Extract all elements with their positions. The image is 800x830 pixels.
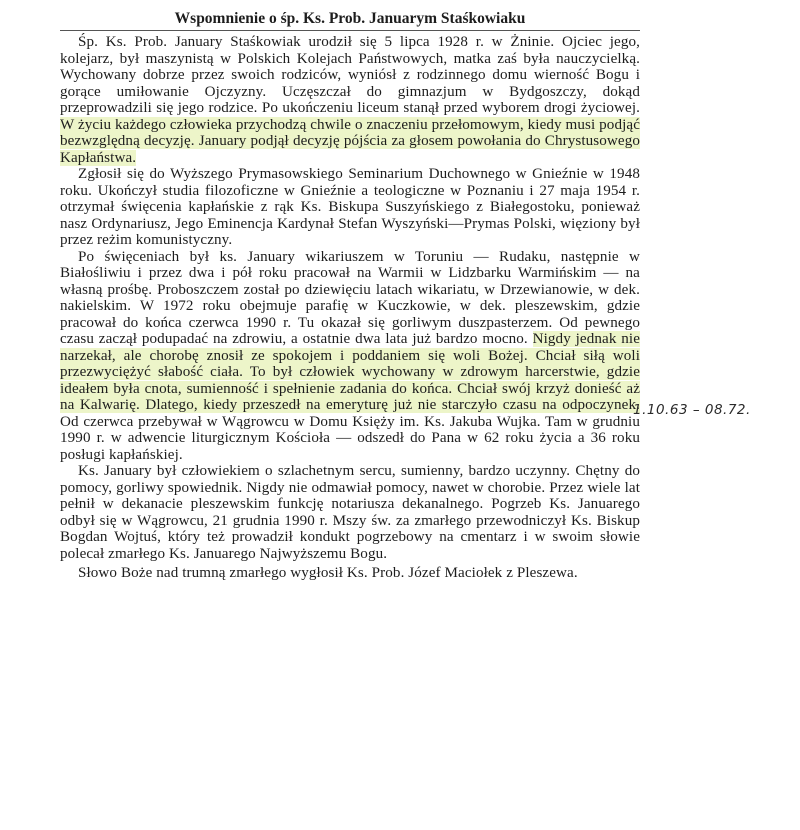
handwritten-margin-note: 1.10.63 – 08.72. bbox=[633, 402, 751, 418]
paragraph-closing: Słowo Boże nad trumną zmarłego wygłosił Ks. Prob. Józef Maciołek z Pleszewa. bbox=[78, 565, 578, 581]
paragraph-text: Zgłosił się do Wyższego Prymasowskiego Seminarium Duchownego w Gnieźnie w 1948 roku. Ukończył studia filozoficzne w Gnieźnie a teologiczne w Poznaniu i 27 maja 1954 r. otrzymał święcenia kapłańskie z rąk Ks. Biskupa Suszyńskiego z Białegostoku, ponieważ nasz Ordynariusz, Jego Eminencja Kardynał Stefan Wyszyński—Prymas Polski, więziony był przez reżim komunistyczny. bbox=[60, 166, 640, 248]
highlighted-passage: Nigdy jednak nie narzekał, ale chorobę znosił ze spokojem i poddaniem się woli Bożej. Chciał siłą woli przezwyciężyć słabość ciała. To był człowiek wychowany w zdrowym harcerstwie, gdzie ideałem była cnota, sumienność i spełnienie zadania do końca. Chciał swój krzyż donieść aż na Kalwarię. Dlatego, kiedy przeszedł na emeryturę już nie starczyło czasu na odpoczynek. bbox=[60, 331, 640, 413]
paragraph-text: Śp. Ks. Prob. January Staśkowiak urodził się 5 lipca 1928 r. w Żninie. Ojciec jego, kolejarz, był maszynistą w Polskich Kolejach Państwowych, matka zaś była nauczycielką. Wychowany dobrze przez swoich rodziców, wyniósł z rodzinnego domu wierność Bogu i gorące umiłowanie Ojczyzny. Uczęszczał do gimnazjum w Bydgoszczy, dokąd przeprowadzili się jego rodzice. Po ukończeniu liceum stanął przed wyborem drogi życiowej. bbox=[60, 34, 640, 116]
paragraph-birth-vocation bbox=[60, 34, 640, 166]
paragraph-seminary bbox=[60, 166, 640, 249]
paragraph-ministry bbox=[60, 249, 640, 464]
paragraph-text: Od czerwca przebywał w Wągrowcu w Domu Księży im. Ks. Jakuba Wujka. Tam w grudniu 1990 r. w adwencie liturgicznym Kościoła — odszedł do Pana w 62 roku życia a 36 roku posługi kapłańskiej. bbox=[60, 413, 640, 463]
article-body bbox=[60, 34, 640, 582]
paragraph-text: Ks. January był człowiekiem o szlachetnym sercu, sumienny, bardzo uczynny. Chętny do pomocy, gorliwy spowiednik. Nigdy nie odmawiał pomocy, nawet w chorobie. Przez wiele lat pełnił w dekanacie pleszewskim funkcję notariusza dekanalnego. Pogrzeb Ks. Januarego odbył się w Wągrowcu, 21 grudnia 1990 r. Mszy św. za zmarłego przewodniczył Ks. Biskup Bogdan Wojtuś, który też prowadził kondukt pogrzebowy na cmentarz i w swoim słowie polecał zmarłego Ks. Januarego Najwyższemu Bogu. bbox=[60, 463, 640, 562]
clipping bbox=[60, 10, 640, 825]
paragraph-text: Po święceniach był ks. January wikariuszem w Toruniu — Rudaku, następnie w Białośliwiu i przez dwa i pół roku pracował na Warmii w Lidzbarku Warmińskim — na własną prośbę. Proboszczem został po dziewięciu latach wikariatu, w Drzewianowie, w dek. nakielskim. W 1972 roku obejmuje parafię w Kuczkowie, w dek. pleszewskim, gdzie pracował do końca czerwca 1990 r. Tu okazał się gorliwym duszpasterzem. Od pewnego czasu zaczął podupadać na zdrowiu, a ostatnie dwa lata już bardzo mocno. bbox=[60, 248, 640, 347]
title-rule bbox=[60, 30, 640, 31]
article-title: Wspomnienie o śp. Ks. Prob. Januarym Staśkowiaku bbox=[174, 10, 526, 27]
highlighted-passage: W życiu każdego człowieka przychodzą chwile o znaczeniu przełomowym, kiedy musi podjąć bezwzględną decyzję. January podjął decyzję pójścia za głosem powołania do Chrystusowego Kapłaństwa. bbox=[60, 116, 640, 166]
paragraph-character-funeral bbox=[60, 463, 640, 562]
